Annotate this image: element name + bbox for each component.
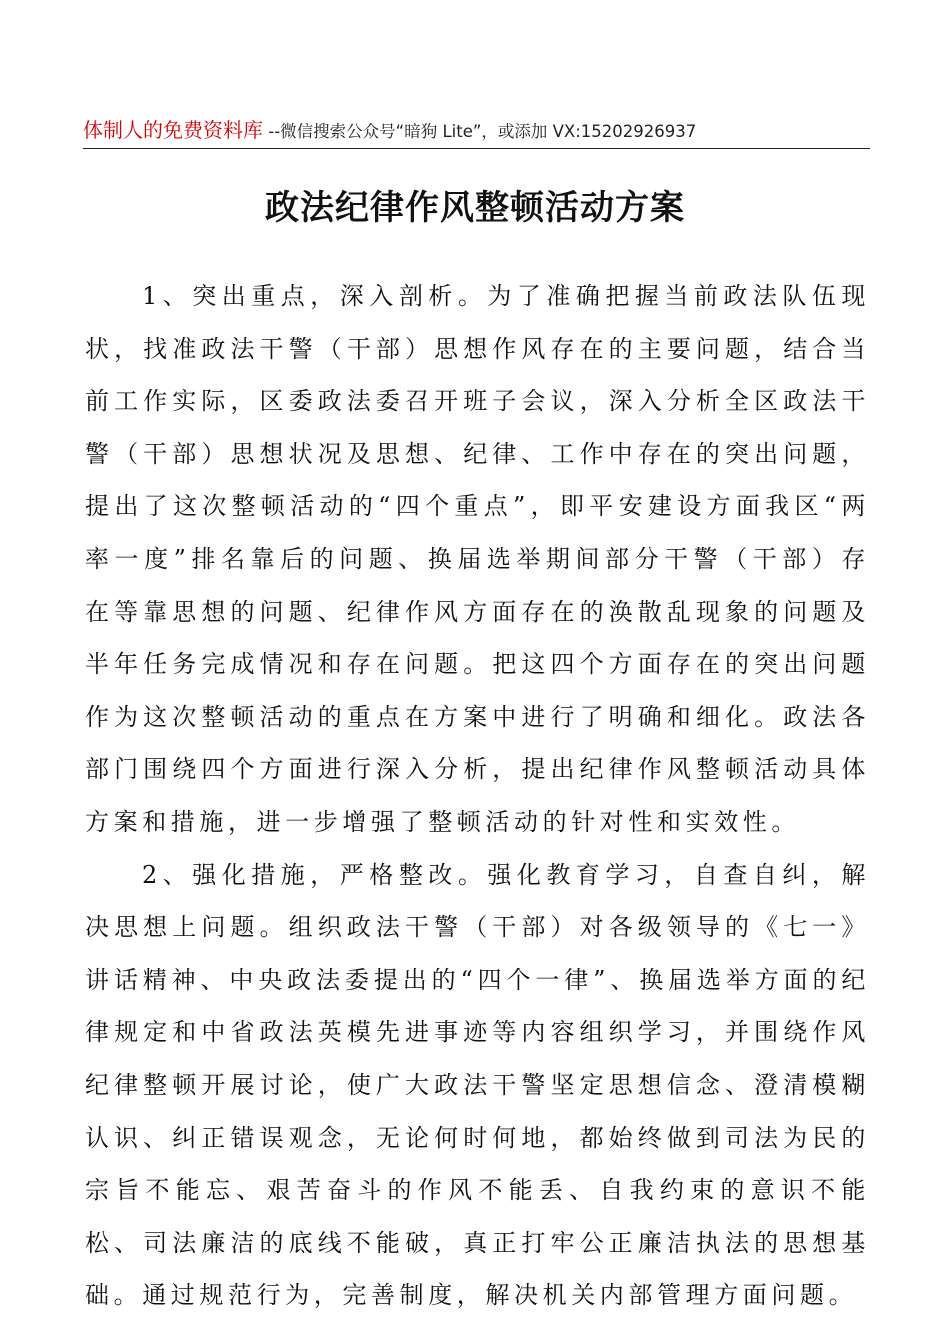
document-body — [85, 270, 870, 1322]
paragraph-2: 2、强化措施，严格整改。强化教育学习，自查自纠，解决思想上问题。组织政法干警（干部）对各级领导的《七一》讲话精神、中央政法委提出的“四个一律”、换届选举方面的纪律规定和中省政法英模先进事迹等内容组织学习，并围绕作风纪律整顿开展讨论，使广大政法干警坚定思想信念、澄清模糊认识、纠正错误观念，无论何时何地，都始终做到司法为民的宗旨不能忘、艰苦奋斗的作风不能丢、自我约束的意识不能松、司法廉洁的底线不能破，真正打牢公正廉洁执法的思想基础。通过规范行为，完善制度，解决机关内部管理方面问题。 — [85, 860, 870, 1310]
watermark-header — [83, 114, 870, 149]
paragraph-1: 1、突出重点，深入剖析。为了准确把握当前政法队伍现状，找准政法干警（干部）思想作风存在的主要问题，结合当前工作实际，区委政法委召开班子会议，深入分析全区政法干警（干部）思想状况及思想、纪律、工作中存在的突出问题，提出了这次整顿活动的“四个重点”，即平安建设方面我区“两率一度”排名靠后的问题、换届选举期间部分干警（干部）存在等靠思想的问题、纪律作风方面存在的涣散乱现象的问题及半年任务完成情况和存在问题。把这四个方面存在的突出问题作为这次整顿活动的重点在方案中进行了明确和细化。政法各部门围绕四个方面进行深入分析，提出纪律作风整顿活动具体方案和措施，进一步增强了整顿活动的针对性和实效性。 — [85, 282, 870, 836]
document-title: 政法纪律作风整顿活动方案 — [265, 188, 685, 228]
header-note: --微信搜索公众号“暗狗 Lite”，或添加 VX:15202926937 — [263, 122, 697, 141]
header-brand: 体制人的免费资料库 — [83, 118, 263, 142]
